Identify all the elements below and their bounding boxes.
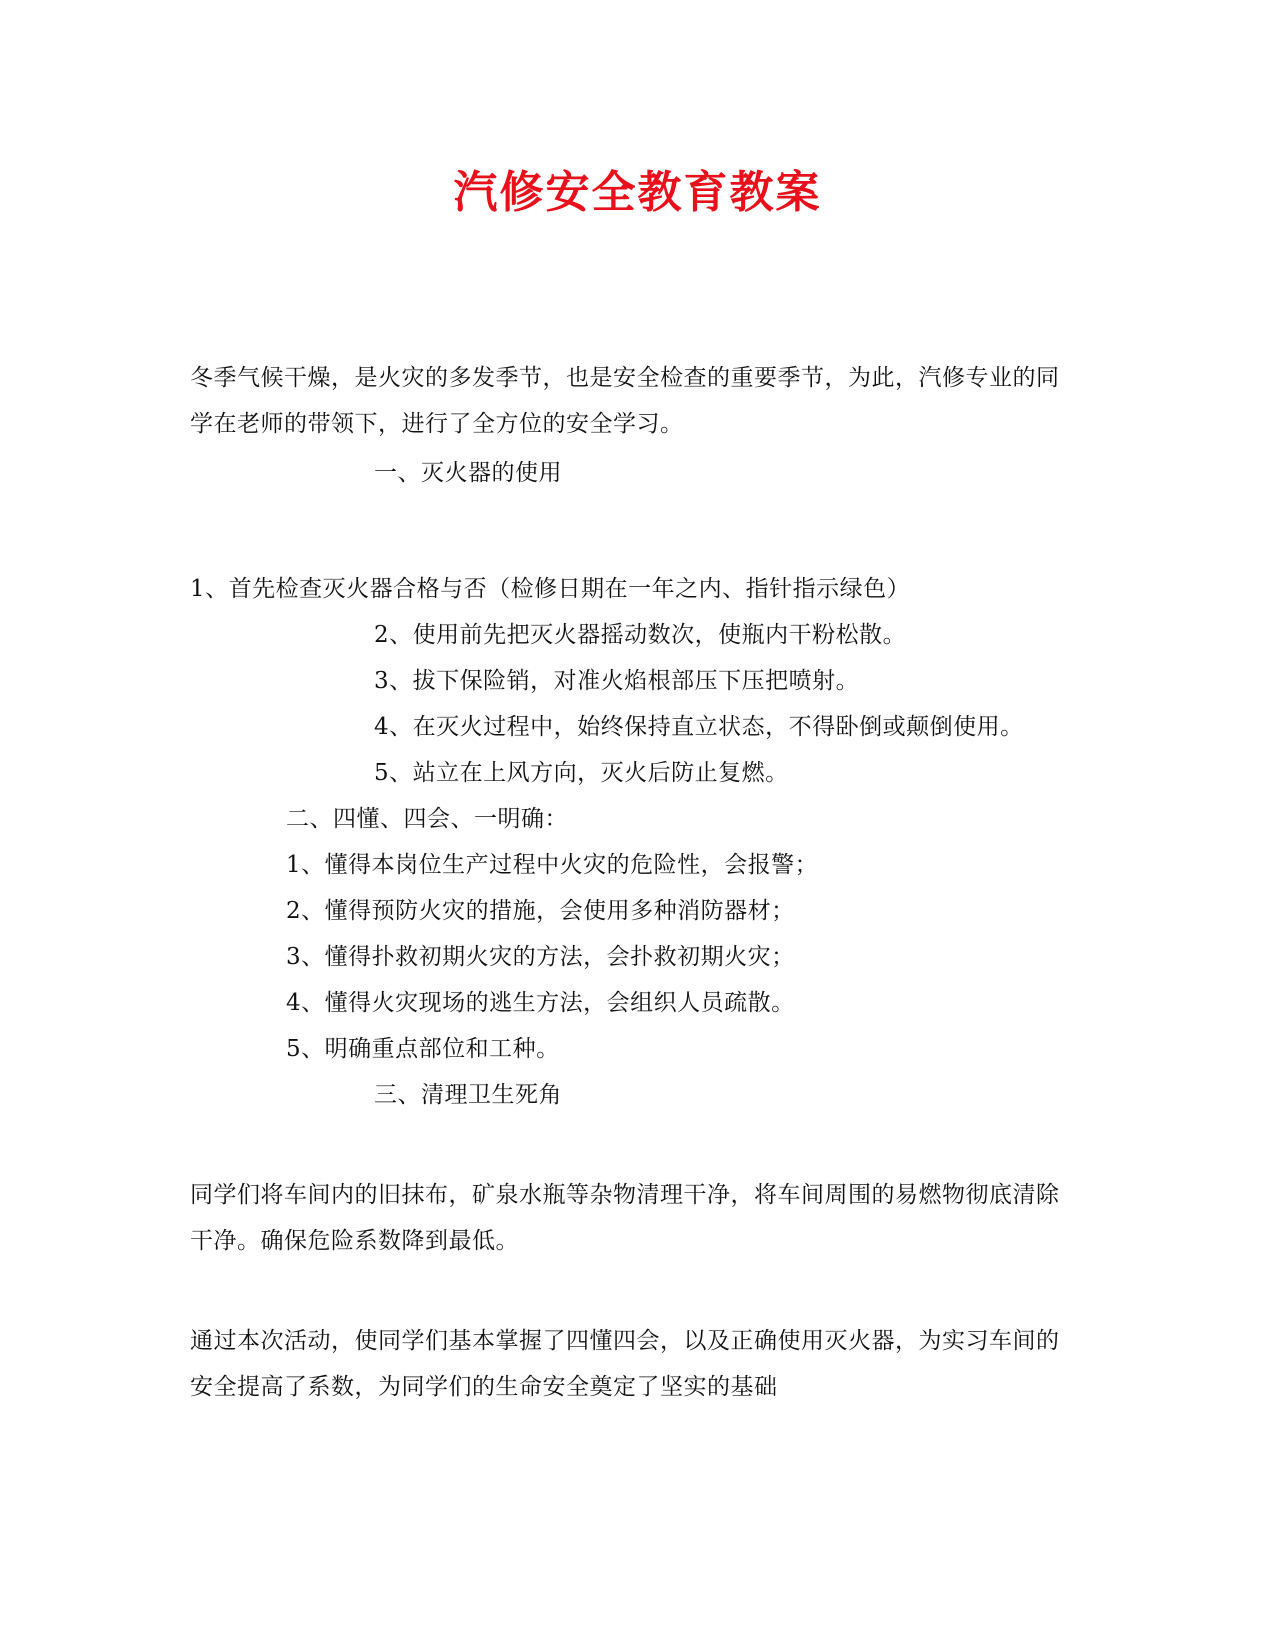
document-title: 汽修安全教育教案 [453, 167, 822, 218]
section2-heading: 二、四懂、四会、一明确： [286, 806, 568, 832]
section1-item-3: 3、拔下保险销，对准火焰根部压下压把喷射。 [374, 668, 860, 694]
section2-item-2: 2、懂得预防火灾的措施，会使用多种消防器材； [286, 898, 795, 924]
section2-item-4: 4、懂得火灾现场的逃生方法，会组织人员疏散。 [286, 990, 795, 1016]
section1-heading: 一、灭火器的使用 [374, 460, 562, 486]
conclusion-paragraph: 通过本次活动，使同学们基本掌握了四懂四会，以及正确使用灭火器，为实习车间的安全提高了系数，为同学们的生命安全奠定了坚实的基础 [190, 1328, 1060, 1400]
section2-item-1: 1、懂得本岗位生产过程中火灾的危险性，会报警； [286, 852, 819, 878]
section1-item-1: 1、首先检查灭火器合格与否（检修日期在一年之内、指针指示绿色） [190, 576, 911, 602]
section1-item-5: 5、站立在上风方向，灭火后防止复燃。 [374, 760, 789, 786]
section2-item-3: 3、懂得扑救初期火灾的方法，会扑救初期火灾； [286, 944, 795, 970]
intro-paragraph: 冬季气候干燥，是火灾的多发季节，也是安全检查的重要季节，为此，汽修专业的同学在老师的带领下，进行了全方位的安全学习。 [190, 365, 1060, 437]
section1-item-4: 4、在灭火过程中，始终保持直立状态，不得卧倒或颠倒使用。 [374, 714, 1024, 740]
section2-item-5: 5、明确重点部位和工种。 [286, 1036, 560, 1062]
section1-item-2: 2、使用前先把灭火器摇动数次，使瓶内干粉松散。 [374, 622, 907, 648]
section3-body: 同学们将车间内的旧抹布，矿泉水瓶等杂物清理干净，将车间周围的易燃物彻底清除干净。确保危险系数降到最低。 [190, 1182, 1060, 1254]
section3-heading: 三、清理卫生死角 [374, 1082, 562, 1108]
